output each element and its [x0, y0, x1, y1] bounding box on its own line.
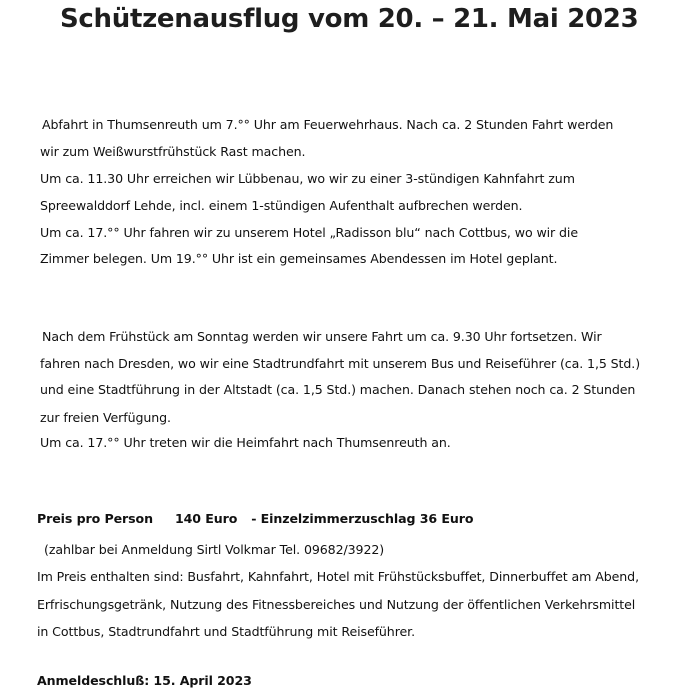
- price-amount: 140 Euro: [174, 511, 238, 526]
- paragraph-line: Um ca. 17.°° Uhr treten wir die Heimfahrt nach Thumsenreuth an.: [40, 435, 451, 450]
- included-line: in Cottbus, Stadtrundfahrt und Stadtführung mit Reiseführer.: [37, 624, 415, 639]
- paragraph-line: Spreewalddorf Lehde, incl. einem 1-stündigen Aufenthalt aufbrechen werden.: [40, 198, 523, 213]
- price-label: Preis pro Person: [37, 511, 153, 526]
- paragraph-line: Um ca. 11.30 Uhr erreichen wir Lübbenau, wo wir zu einer 3-stündigen Kahnfahrt zum: [40, 171, 575, 186]
- paragraph-line: wir zum Weißwurstfrühstück Rast machen.: [40, 144, 306, 159]
- paragraph-line: Nach dem Frühstück am Sonntag werden wir unsere Fahrt um ca. 9.30 Uhr fortsetzen. Wir: [42, 329, 602, 344]
- included-line: Im Preis enthalten sind: Busfahrt, Kahnfahrt, Hotel mit Frühstücksbuffet, Dinnerbuffet am Abend,: [37, 569, 639, 584]
- paragraph-line: und eine Stadtführung in der Altstadt (ca. 1,5 Std.) machen. Danach stehen noch ca. 2 Stunden: [40, 382, 636, 397]
- included-line: Erfrischungsgetränk, Nutzung des Fitnessbereiches und Nutzung der öffentlichen Verkehrsmittel: [37, 597, 636, 612]
- price-line: [37, 510, 473, 528]
- paragraph-line: Um ca. 17.°° Uhr fahren wir zu unserem Hotel „Radisson blu“ nach Cottbus, wo wir die: [40, 225, 578, 240]
- paragraph-line: zur freien Verfügung.: [40, 410, 171, 425]
- single-room-surcharge: - Einzelzimmerzuschlag 36 Euro: [251, 511, 474, 526]
- payment-note: (zahlbar bei Anmeldung Sirtl Volkmar Tel. 09682/3922): [44, 542, 385, 557]
- registration-deadline: Anmeldeschluß: 15. April 2023: [37, 673, 252, 688]
- paragraph-line: fahren nach Dresden, wo wir eine Stadtrundfahrt mit unserem Bus und Reiseführer (ca. 1,5 Std.): [40, 356, 641, 371]
- page-title: Schützenausflug vom 20. – 21. Mai 2023: [60, 4, 639, 34]
- paragraph-line: Abfahrt in Thumsenreuth um 7.°° Uhr am Feuerwehrhaus. Nach ca. 2 Stunden Fahrt werden: [42, 117, 614, 132]
- paragraph-line: Zimmer belegen. Um 19.°° Uhr ist ein gemeinsames Abendessen im Hotel geplant.: [40, 251, 558, 266]
